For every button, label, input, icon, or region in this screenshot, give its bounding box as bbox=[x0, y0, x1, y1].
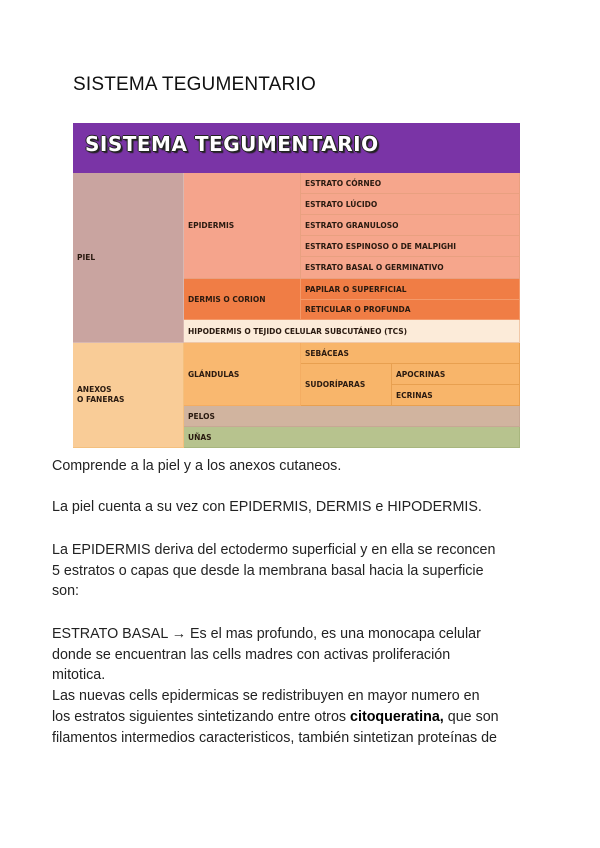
paragraph-3-line-2: 5 estratos o capas que desde la membrana basal hacia la superficie bbox=[52, 563, 484, 579]
table-banner-text: SISTEMA TEGUMENTARIO bbox=[85, 132, 379, 156]
sudoriparas-cell bbox=[301, 364, 392, 406]
estrato-corneo-label: ESTRATO CÓRNEO bbox=[305, 178, 382, 188]
reticular-label: RETICULAR O PROFUNDA bbox=[305, 305, 411, 314]
paragraph-4-line-3: mitotica. bbox=[52, 667, 106, 683]
paragraph-5-line-2-a: los estratos siguientes sintetizando entre otros bbox=[52, 709, 351, 725]
paragraph-4-line-1: ESTRATO BASAL → Es el mas profundo, es una monocapa celular bbox=[52, 626, 481, 642]
paragraph-3-line-3: son: bbox=[52, 583, 80, 599]
paragraph-5-line-2-c: que son bbox=[443, 709, 499, 725]
estrato-lucido-label: ESTRATO LÚCIDO bbox=[305, 199, 378, 209]
sebaceas-label: SEBÁCEAS bbox=[305, 348, 349, 358]
reticular-cell bbox=[301, 300, 520, 320]
unas-label: UÑAS bbox=[188, 432, 212, 442]
estrato-granuloso-cell bbox=[301, 215, 520, 236]
ecrinas-cell bbox=[392, 385, 520, 406]
unas-cell bbox=[184, 427, 520, 448]
paragraph-5-line-2 bbox=[52, 707, 499, 728]
ecrinas-label: ECRINAS bbox=[396, 390, 433, 400]
paragraph-5-line-3: filamentos intermedios caracteristicos, también sintetizan proteínas de bbox=[52, 730, 498, 746]
estrato-espinoso-cell bbox=[301, 236, 520, 257]
piel-label: PIEL bbox=[77, 253, 96, 262]
paragraph-4-line-2: donde se encuentran las cells madres con activas proliferación bbox=[52, 647, 451, 663]
estrato-corneo-cell bbox=[301, 173, 520, 194]
paragraph-2: La piel cuenta a su vez con EPIDERMIS, DERMIS e HIPODERMIS. bbox=[52, 499, 482, 515]
epidermis-cell bbox=[184, 173, 301, 279]
tegumentary-table bbox=[73, 123, 520, 448]
estrato-basal-cell bbox=[301, 257, 520, 279]
pelos-cell bbox=[184, 406, 520, 427]
sudoriparas-label: SUDORÍPARAS bbox=[305, 380, 366, 389]
estrato-granuloso-label: ESTRATO GRANULOSO bbox=[305, 220, 399, 230]
dermis-label: DERMIS O CORION bbox=[188, 294, 266, 304]
anexos-label: ANEXOS bbox=[77, 385, 112, 394]
paragraph-1: Comprende a la piel y a los anexos cutaneos. bbox=[52, 458, 342, 474]
paragraph-3-line-1: La EPIDERMIS deriva del ectodermo superficial y en ella se reconcen bbox=[52, 542, 496, 558]
epidermis-label: EPIDERMIS bbox=[188, 221, 235, 230]
estrato-lucido-cell bbox=[301, 194, 520, 215]
apocrinas-cell bbox=[392, 364, 520, 385]
papilar-label: PAPILAR O SUPERFICIAL bbox=[305, 284, 407, 294]
dermis-cell bbox=[184, 279, 301, 320]
hipodermis-label: HIPODERMIS O TEJIDO CELULAR SUBCUTÁNEO (TCS) bbox=[188, 326, 408, 336]
papilar-cell bbox=[301, 279, 520, 300]
pelos-label: PELOS bbox=[188, 411, 215, 421]
estrato-basal-label: ESTRATO BASAL O GERMINATIVO bbox=[305, 263, 444, 272]
apocrinas-label: APOCRINAS bbox=[396, 369, 446, 379]
glandulas-label: GLÁNDULAS bbox=[188, 369, 240, 379]
piel-cell bbox=[73, 173, 184, 343]
anexos-cell bbox=[73, 343, 184, 448]
document-title: SISTEMA TEGUMENTARIO bbox=[73, 74, 316, 95]
table-banner bbox=[73, 123, 520, 173]
hipodermis-cell bbox=[184, 320, 520, 343]
faneras-label: O FANERAS bbox=[77, 395, 125, 404]
citoqueratina-term: citoqueratina, bbox=[350, 709, 444, 725]
estrato-espinoso-label: ESTRATO ESPINOSO O DE MALPIGHI bbox=[305, 241, 457, 251]
sebaceas-cell bbox=[301, 343, 520, 364]
glandulas-cell bbox=[184, 343, 301, 406]
paragraph-5-line-1: Las nuevas cells epidermicas se redistribuyen en mayor numero en bbox=[52, 688, 480, 704]
